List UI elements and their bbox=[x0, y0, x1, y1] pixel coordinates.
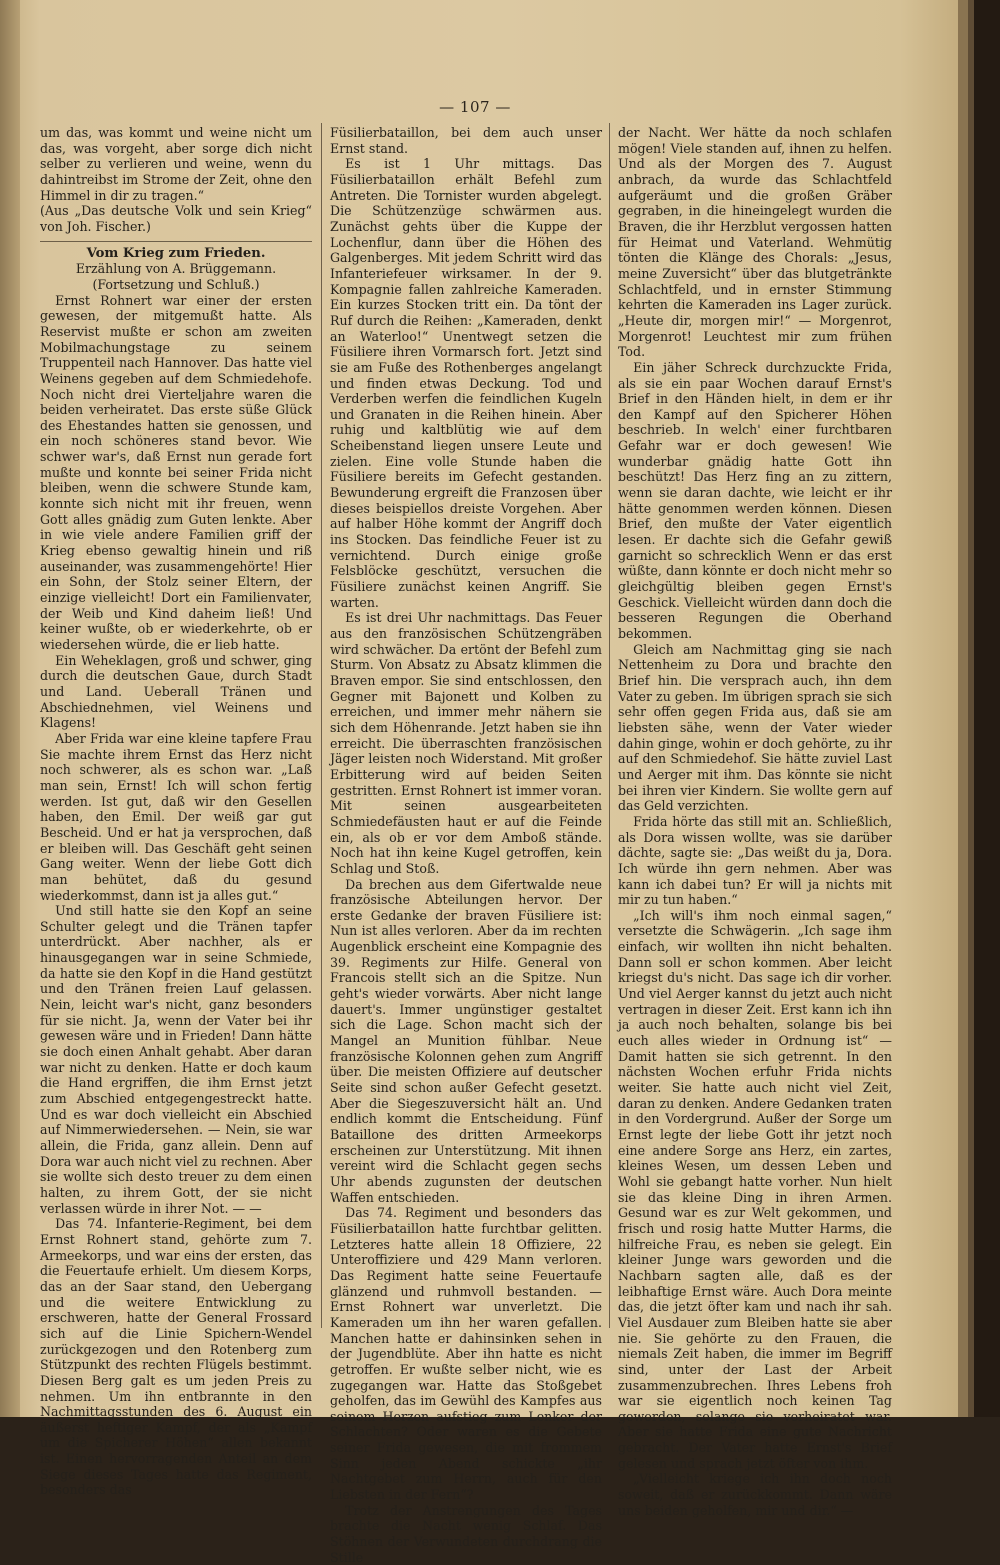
column-rule-right bbox=[609, 123, 610, 1328]
binding-gutter bbox=[0, 0, 20, 1417]
paragraph: „Vielleicht kriege ich ihn doch noch soweit, daß er zurückkommt. Dann wäre uns beiden geholfen, mir und dir.“ — bbox=[618, 1471, 892, 1518]
page-number: — 107 — bbox=[439, 98, 511, 116]
article-byline: Erzählung von A. Brüggemann. bbox=[75, 261, 277, 277]
column-2 bbox=[330, 125, 602, 1565]
article-subline: (Fortsetzung und Schluß.) bbox=[92, 276, 260, 292]
source-citation: (Aus „Das deutsche Volk und sein Krieg“ von Joh. Fischer.) bbox=[40, 203, 312, 234]
paragraph: Das 74. Infanterie-Regiment, bei dem Ernst Rohnert stand, gehörte zum 7. Armeekorps, und war eins der ersten, das die Feuertaufe erhielt. Um diesem Korps, das an der Saar stand, den Uebergang und die weitere Entwicklung zu erschweren, hatte der General Frossard sich auf die Linie Spichern-Wendel zurückgezogen und den Rotenberg zum Stützpunkt des rechten Flügels bestimmt. Diesen Berg galt es um jeden Preis zu nehmen. Um ihn entbrannte in den Nachmittagsstunden des 6. August ein äußerst heftiger Kampf, der als „Kampf um die Spicherer Höhen“ allen bekannt ist. Einen hervorragenden Anteil an dem Siege dieses Tages hatte das Regiment, besonders das bbox=[40, 1216, 312, 1498]
paragraph: Es ist drei Uhr nachmittags. Das Feuer aus den französischen Schützengräben wird schwächer. Da ertönt der Befehl zum Sturm. Von Absatz zu Absatz klimmen die Braven empor. Sie sind entschlossen, den Gegner mit Bajonett und Kolben zu erreichen, und immer mehr nähern sie sich dem Höhenrande. Jetzt haben sie ihn erreicht. Die überraschten französischen Jäger leisten noch Widerstand. Mit großer Erbitterung wird auf beiden Seiten gestritten. Ernst Rohnert ist immer voran. Mit seinen ausgearbeiteten Schmiedefäusten haut er auf die Feinde ein, als ob er vor dem Amboß stände. Noch hat ihn keine Kugel getroffen, kein Schlag und Stoß. bbox=[330, 610, 602, 876]
paragraph: Trotz der Anstrengungen des Tages brachte die Nacht wenig Schlaf. Das Stöhnen der Verwundeten durchdrang die Stille bbox=[330, 1502, 602, 1565]
paragraph: Aber Frida war eine kleine tapfere Frau Sie machte ihrem Ernst das Herz nicht noch schwerer, als es schon war. „Laß man sein, Ernst! Ich will schon fertig werden. Ist gut, daß wir den Gesellen haben, den Emil. Der weiß gar gut Bescheid. Und er hat ja versprochen, daß er bleiben will. Das Geschäft geht seinen Gang weiter. Wenn der liebe Gott dich man behütet, daß du gesund wiederkommst, dann ist ja alles gut.“ bbox=[40, 730, 312, 903]
page-edge bbox=[958, 0, 968, 1417]
paragraph: „Ich will's ihm noch einmal sagen,“ versetzte die Schwägerin. „Ich sage ihm einfach, wir wollten ihn nicht behalten. Dann soll er schon kommen. Aber leicht kriegst du's nicht. Das sage ich dir vorher. Und viel Aerger kannst du jetzt auch nicht vertragen in dieser Zeit. Erst kann ich ihn ja auch noch behalten, solange bis bei euch alles wieder in Ordnung ist“ — Damit hatten sie sich getrennt. In den nächsten Wochen erfuhr Frida nichts weiter. Sie hatte auch nicht viel Zeit, daran zu denken. Andere Gedanken traten in den Vordergrund. Außer der Sorge um Ernst legte der liebe Gott ihr jetzt noch eine andere Sorge ans Herz, ein zartes, kleines Wesen, um dessen Leben und Wohl sie gebangt hatte vorher. Nun hielt sie das kleine Ding in ihren Armen. Gesund war es zur Welt gekommen, und frisch und rosig hatte Mutter Harms, die hilfreiche Frau, es neben sie gelegt. Ein kleiner Junge wars geworden und die Nachbarn sagten alle, daß es der leibhaftige Ernst wäre. Auch Dora meinte das, die jetzt öfter kam und nach ihr sah. Viel Ausdauer zum Bleiben hatte sie aber nie. Sie gehörte zu den Frauen, die niemals Zeit haben, die immer im Begriff sind, unter der Last der Arbeit zusammenzubrechen. Ihres Lebens froh war sie eigentlich noch keinen Tag geworden, solange sie verheiratet war. Aber sie hatte Frida eine gute Nachricht gebracht. Der Vater hatte Ernst's Brief gelesen und sprach jetzt öfter von ihm. bbox=[618, 907, 892, 1471]
paragraph: Und still hatte sie den Kopf an seine Schulter gelegt und die Tränen tapfer unterdrückt. Aber nachher, als er hinausgegangen war in seine Schmiede, da hatte sie den Kopf in die Hand gestützt und den Tränen freien Lauf gelassen. Nein, leicht war's nicht, ganz besonders für sie nicht. Ja, wenn der Vater bei ihr gewesen wäre und in Frieden! Dann hätte sie doch einen Anhalt gehabt. Aber daran war nicht zu denken. Hatte er doch kaum die Hand ergriffen, die ihm Ernst jetzt zum Abschied entgegengestreckt hatte. Und es war doch vielleicht ein Abschied auf Nimmerwiedersehen. — Nein, sie war allein, die Frida, ganz allein. Denn auf Dora war auch nicht viel zu rechnen. Aber sie wollte sich desto treuer zu dem einen halten, zu ihrem Gott, der sie nicht verlassen würde in ihrer Not. — — bbox=[40, 903, 312, 1216]
column-3 bbox=[618, 125, 892, 1518]
paragraph: Ein Weheklagen, groß und schwer, ging durch die deutschen Gaue, durch Stadt und Land. Ueberall Tränen und Abschiednehmen, viel Weinens und Klagens! bbox=[40, 652, 312, 731]
paragraph: um das, was kommt und weine nicht um das, was vorgeht, aber sorge dich nicht selber zu verlieren und weine, wenn du dahintreibst im Strome der Zeit, ohne den Himmel in dir zu tragen.“ bbox=[40, 125, 312, 203]
paragraph: Da brechen aus dem Gifertwalde neue französische Abteilungen hervor. Der erste Gedanke der braven Füsiliere ist: Nun ist alles verloren. Aber da im rechten Augenblick erscheint eine Kompagnie des 39. Regiments zur Hilfe. General von Francois stellt sich an die Spitze. Nun geht's wieder vorwärts. Aber nicht lange dauert's. Immer ungünstiger gestaltet sich die Lage. Schon macht sich der Mangel an Munition fühlbar. Neue französische Kolonnen gehen zum Angriff über. Die meisten Offiziere auf deutscher Seite sind schon außer Gefecht gesetzt. Aber die Siegeszuversicht hält an. Und endlich kommt die Entscheidung. Fünf Bataillone des dritten Armeekorps erscheinen zur Unterstützung. Mit ihnen vereint wird die Schlacht gegen sechs Uhr abends zugunsten der deutschen Waffen entschieden. bbox=[330, 876, 602, 1205]
paragraph: Ernst Rohnert war einer der ersten gewesen, der mitgemußt hatte. Als Reservist mußte er schon am zweiten Mobilmachungstage zu seinem Truppenteil nach Hannover. Das hatte viel Weinens gegeben auf dem Schmiedehofe. Noch nicht drei Vierteljahre waren die beiden verheiratet. Das erste süße Glück des Ehestandes hatten sie genossen, und ein noch schöneres stand bevor. Wie schwer war's, daß Ernst nun gerade fort mußte und konnte bei seiner Frida nicht bleiben, wenn die schwere Stunde kam, konnte sich nicht mit ihr freuen, wenn Gott alles gnädig zum Guten lenkte. Aber in wie viele andere Familien griff der Krieg ebenso gewaltig hinein und riß auseinander, was zusammengehörte! Hier ein Sohn, der Stolz seiner Eltern, der einzige vielleicht! Dort ein Familienvater, der Weib und Kind daheim ließ! Und keiner wußte, ob er wiederkehrte, ob er wiedersehen würde, die er lieb hatte. bbox=[40, 292, 312, 652]
book-cover-edge bbox=[974, 0, 1000, 1417]
paragraph: Es ist 1 Uhr mittags. Das Füsilierbataillon erhält Befehl zum Antreten. Die Tornister wurden abgelegt. Die Schützenzüge schwärmen aus. Zunächst gehts über die Kuppe der Lochenflur, dann über die Höhen des Galgenberges. Mit jedem Schritt wird das Infanteriefeuer wirksamer. In der 9. Kompagnie fallen zahlreiche Kameraden. Ein kurzes Stocken tritt ein. Da tönt der Ruf durch die Reihen: „Kameraden, denkt an Waterloo!“ Unentwegt setzen die Füsiliere ihren Vormarsch fort. Jetzt sind sie am Fuße des Rothenberges angelangt und finden etwas Deckung. Tod und Verderben werfen die feindlichen Kugeln und Granaten in die Reihen hinein. Aber ruhig und kaltblütig wie auf dem Scheibenstand liegen unsere Leute und zielen. Eine volle Stunde haben die Füsiliere bereits im Gefecht gestanden. Bewunderung ergreift die Franzosen über dieses beispiellos dreiste Vorgehen. Aber auf halber Höhe kommt der Angriff doch ins Stocken. Das feindliche Feuer ist zu vernichtend. Durch einige große Felsblöcke geschützt, versuchen die Füsiliere zunächst keinen Angriff. Sie warten. bbox=[330, 156, 602, 610]
paragraph: Das 74. Regiment und besonders das Füsilierbataillon hatte furchtbar gelitten. Letzteres hatte allein 18 Offiziere, 22 Unteroffiziere und 429 Mann verloren. Das Regiment hatte seine Feuertaufe glänzend und ruhmvoll bestanden. — Ernst Rohnert war unverletzt. Die Kameraden um ihn her waren gefallen. Manchen hatte er dahinsinken sehen in der Jugendblüte. Aber ihn hatte es nicht getroffen. Er wußte selber nicht, wie es zugegangen war. Hatte das Stoßgebet geholfen, das im Gewühl des Kampfes aus seinem Herzen aufstieg zum Lenker der Schlachten? Oder waren es die Gebete seiner Frida gewesen, die mit frommem Sinn jeden Abend schickte „ihr Nachtgebet zum Herrn, auch für den Liebsten in der Fern“? bbox=[330, 1205, 602, 1503]
article-heading: Vom Krieg zum Frieden. bbox=[86, 245, 266, 261]
column-1 bbox=[40, 125, 312, 1498]
paragraph: Ein jäher Schreck durchzuckte Frida, als sie ein paar Wochen darauf Ernst's Brief in den Händen hielt, in dem er ihr den Kampf auf den Spicherer Höhen beschrieb. In welch' einer furchtbaren Gefahr war er doch gewesen! Wie wunderbar gnädig hatte Gott ihn beschützt! Das Herz fing an zu zittern, wenn sie daran dachte, wie leicht er ihr hätte genommen werden können. Diesen Brief, den mußte der Vater eigentlich lesen. Er dachte sich die Gefahr gewiß garnicht so schrecklich Wenn er das erst wüßte, dann könnte er doch nicht mehr so gleichgültig bleiben gegen Ernst's Geschick. Vielleicht würden dann doch die besseren Regungen die Oberhand bekommen. bbox=[618, 359, 892, 641]
separator-rule bbox=[40, 241, 312, 242]
paragraph: Frida hörte das still mit an. Schließlich, als Dora wissen wollte, was sie darüber dächte, sagte sie: „Das weißt du ja, Dora. Ich würde ihn gern nehmen. Aber was kann ich dabei tun? Er will ja nichts mit mir zu tun haben.“ bbox=[618, 813, 892, 908]
paragraph: Füsilierbataillon, bei dem auch unser Ernst stand. bbox=[330, 125, 602, 156]
column-rule-left bbox=[321, 123, 322, 1328]
paragraph: der Nacht. Wer hätte da noch schlafen mögen! Viele standen auf, ihnen zu helfen. Und als der Morgen des 7. August anbrach, da wurde das Schlachtfeld aufgeräumt und die großen Gräber gegraben, in die hineingelegt wurden die Braven, die ihr Herzblut vergossen hatten für Heimat und Vaterland. Wehmütig tönten die Klänge des Chorals: „Jesus, meine Zuversicht“ über das blutgetränkte Schlachtfeld, und in ernster Stimmung kehrten die Kameraden ins Lager zurück. „Heute dir, morgen mir!“ — Morgenrot, Morgenrot! Leuchtest mir zum frühen Tod. bbox=[618, 125, 892, 360]
paragraph: Gleich am Nachmittag ging sie nach Nettenheim zu Dora und brachte den Brief hin. Die versprach auch, ihn dem Vater zu geben. Im übrigen sprach sie sich sehr offen gegen Frida aus, daß sie am liebsten sähe, wenn der Vater wieder dahin ginge, wohin er doch gehörte, zu ihr auf den Schmiedehof. Sie hätte zuviel Last und Aerger mit ihm. Das könnte sie nicht bei ihren vier Kindern. Sie wollte gern auf das Geld verzichten. bbox=[618, 641, 892, 814]
